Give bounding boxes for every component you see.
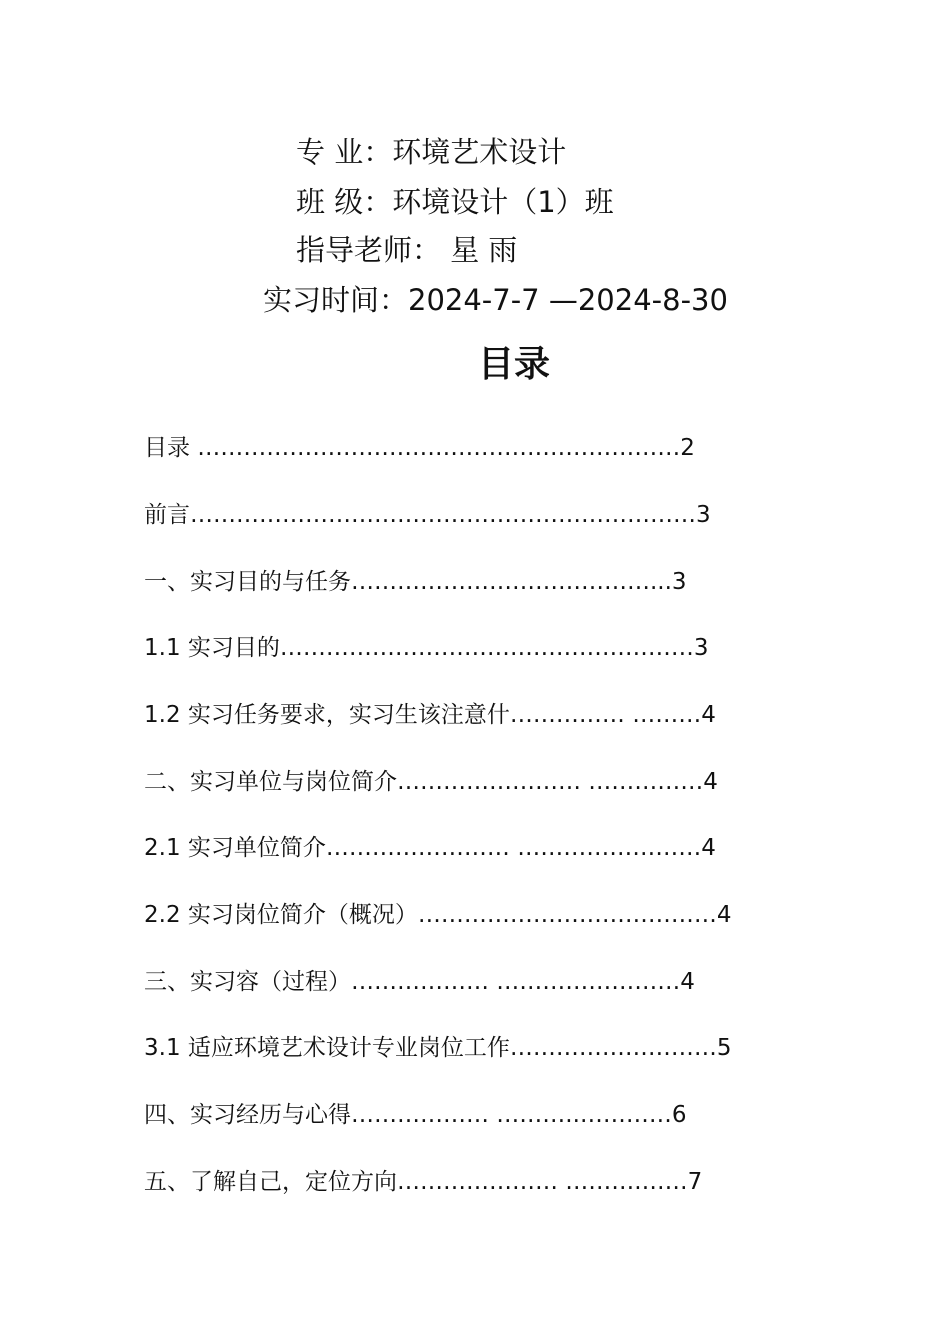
toc-title: 目录: [477, 344, 550, 385]
toc-entry: 一、实习目的与任务…………………………………...3: [144, 569, 687, 595]
toc-entry: 1.2 实习任务要求，实习生该注意什…………… ………4: [144, 702, 716, 728]
toc-entry: 二、实习单位与岗位简介…………………… ……………4: [144, 769, 718, 795]
major-line: 专 业：环境艺术设计: [296, 135, 567, 169]
toc-entry: 前言…………………………………………………………3: [144, 502, 711, 528]
toc-entry: 1.1 实习目的………………………………………………3: [144, 635, 709, 661]
toc-entry: 五、了解自己，定位方向………………… ……….……7: [144, 1169, 703, 1195]
toc-entry: 四、实习经历与心得……………… ………..…………6: [144, 1102, 687, 1128]
toc-entry: 3.1 适应环境艺术设计专业岗位工作………………………5: [144, 1035, 732, 1061]
internship-period-line: 实习时间：2024-7-7 —2024-8-30: [263, 283, 728, 317]
toc-entry: 三、实习容（过程）……………… ……………………4: [144, 969, 695, 995]
toc-entry: 目录 ………………………………………………………2: [144, 435, 695, 461]
toc-entry: 2.1 实习单位简介…………………… ……………………4: [144, 835, 716, 861]
class-line: 班 级：环境设计（1）班: [296, 185, 614, 219]
toc-entry: 2.2 实习岗位简介（概况）…………………………………4: [144, 902, 732, 928]
advisor-line: 指导老师： 星 雨: [296, 233, 518, 267]
